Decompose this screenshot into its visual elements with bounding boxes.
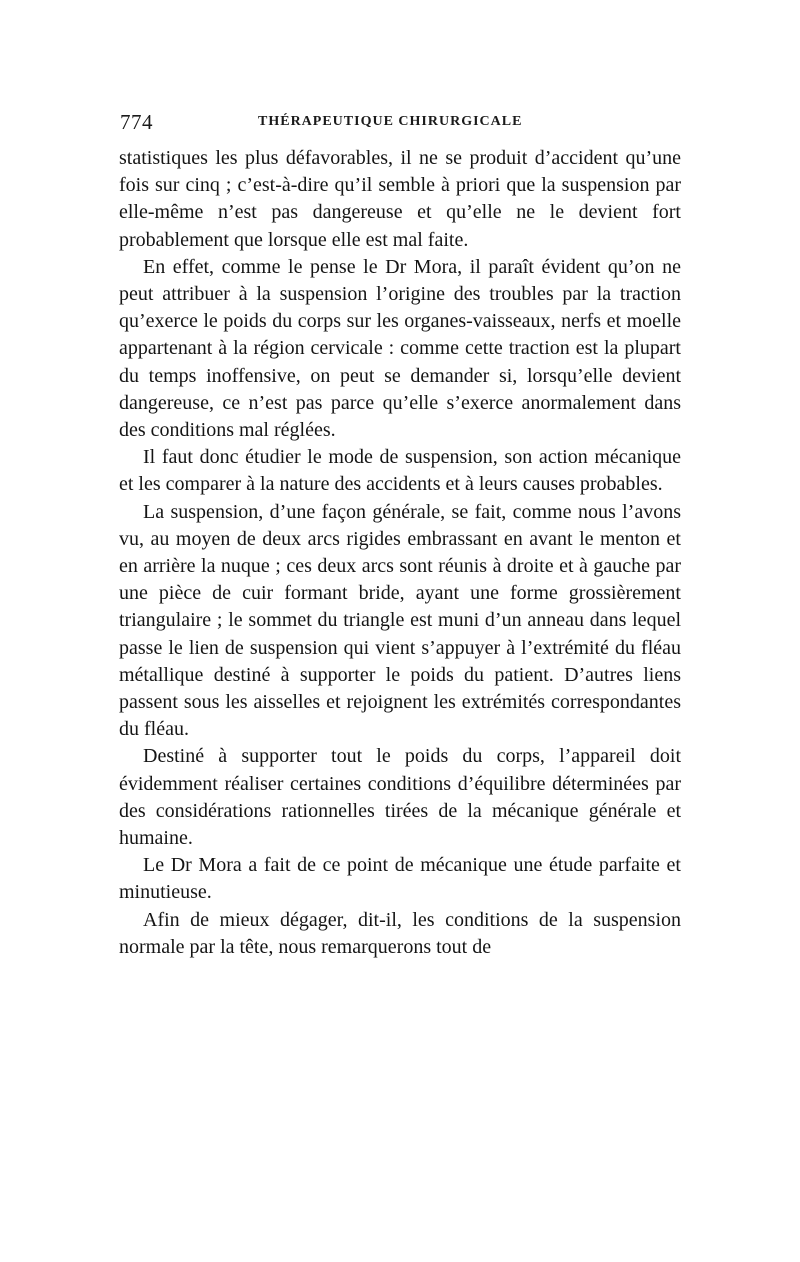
paragraph-continuation: statistiques les plus défavorables, il ne se produit d’accident qu’une fois sur cinq ; c’est-à-dire qu’il semble à priori que la suspension par elle-même n’est pas dangereuse et qu’elle ne le devient fort probablement que lorsque elle est mal faite. [119, 147, 681, 251]
paragraph: Le Dr Mora a fait de ce point de mécanique une étude parfaite et minutieuse. [119, 854, 681, 904]
paragraph: Afin de mieux dégager, dit-il, les conditions de la suspension normale par la tête, nous remarquerons tout de [119, 908, 681, 958]
running-title: THÉRAPEUTIQUE CHIRURGICALE [258, 114, 523, 129]
page-number: 774 [120, 110, 153, 134]
paragraph: La suspension, d’une façon générale, se fait, comme nous l’avons vu, au moyen de deux arcs rigides embrassant en avant le menton et en arrière la nuque ; ces deux arcs sont réunis à droite et à gauche par une pièce de cuir formant bride, ayant une forme grossièrement triangulaire ; le sommet du triangle est muni d’un anneau dans lequel passe le lien de suspension qui vient s’appuyer à l’extrémité du fléau métallique destiné à supporter le poids du patient. D’autres liens passent sous les aisselles et rejoignent les extrémités correspondantes du fléau. [119, 500, 681, 741]
paragraph: Il faut donc étudier le mode de suspension, son action mécanique et les comparer à la nature des accidents et à leurs causes probables. [119, 446, 681, 496]
page-header [120, 110, 680, 140]
body-text [119, 145, 681, 961]
paragraph: Destiné à supporter tout le poids du corps, l’appareil doit évidemment réaliser certaines conditions d’équilibre déterminées par des considérations rationnelles tirées de la mécanique générale et humaine. [119, 745, 681, 850]
paragraph: En effet, comme le pense le Dr Mora, il paraît évident qu’on ne peut attribuer à la suspension l’origine des troubles par la traction qu’exerce le poids du corps sur les organes-vaisseaux, nerfs et moelle appartenant à la région cervicale : comme cette traction est la plupart du temps inoffensive, on peut se demander si, lorsqu’elle devient dangereuse, ce n’est pas parce qu’elle s’exerce anormalement dans des conditions mal réglées. [119, 255, 681, 442]
